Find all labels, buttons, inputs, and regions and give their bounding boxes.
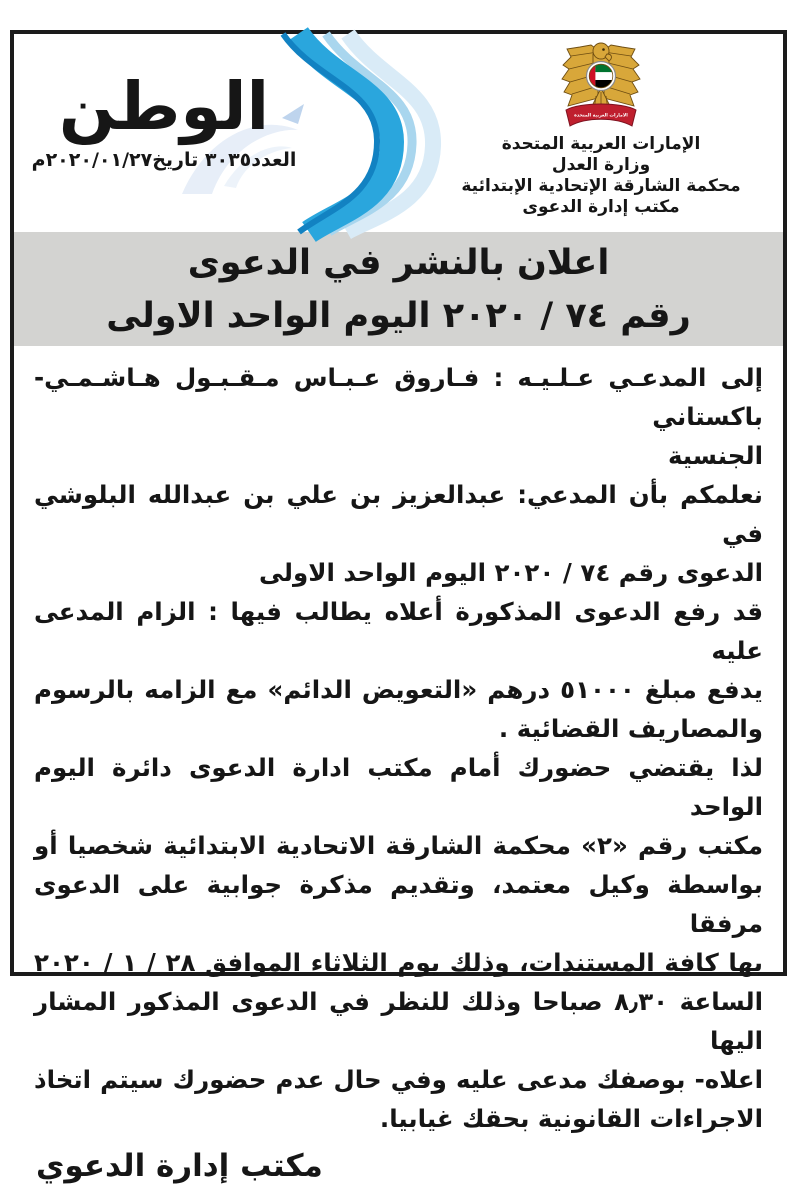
body-line: اعلاه- بوصفك مدعى عليه وفي حال عدم حضورك سيتم اتخاذ	[34, 1065, 763, 1094]
notice-frame	[10, 30, 787, 1184]
body-line: بواسطة وكيل معتمد، وتقديم مذكرة جوابية على الدعوى مرفقا	[34, 870, 763, 938]
body-line: مكتب رقم «٢» محكمة الشارقة الاتحادية الابتدائية شخصيا أو	[34, 831, 763, 860]
issue-date-line: العدد٣٠٣٥ تاريخ٢٠٢٠/٠١/٢٧م	[31, 149, 297, 172]
emblem-banner-text: الامارات العربية المتحدة	[574, 113, 628, 119]
notice-body	[14, 346, 783, 1138]
body-line: نعلمكم بأن المدعي: عبدالعزيز بن علي بن عبدالله البلوشي في	[34, 480, 763, 548]
body-line: لذا يقتضي حضورك أمام مكتب ادارة الدعوى دائرة اليوم الواحد	[34, 753, 763, 821]
header	[14, 34, 783, 232]
masthead	[28, 68, 300, 172]
case-number-title: رقم ٧٤ / ٢٠٢٠ اليوم الواحد الاولى	[106, 296, 691, 336]
body-line: الدعوى رقم ٧٤ / ٢٠٢٠ اليوم الواحد الاولى	[258, 558, 763, 587]
notice-title-band	[14, 232, 783, 346]
signature-office: مكتب إدارة الدعوي	[36, 1148, 323, 1184]
org-line-country: الإمارات العربية المتحدة	[501, 134, 701, 154]
body-line: الجنسية	[667, 441, 763, 470]
org-line-office: مكتب إدارة الدعوى	[522, 197, 680, 217]
body-line: يدفع مبلغ ٥١٠٠٠ درهم «التعويض الدائم» مع الزامه بالرسوم	[34, 675, 763, 704]
notice-title: اعلان بالنشر في الدعوى	[187, 243, 610, 283]
org-line-court: محكمة الشارقة الإتحادية الإبتدائية	[461, 176, 741, 196]
body-line: الاجراءات القانونية بحقك غيابيا.	[379, 1104, 763, 1133]
uae-emblem-icon	[558, 38, 644, 130]
court-header	[443, 36, 759, 218]
org-line-ministry: وزارة العدل	[551, 155, 651, 175]
body-line: والمصاريف القضائية .	[498, 714, 763, 743]
body-line: قد رفع الدعوى المذكورة أعلاه يطالب فيها : الزام المدعى عليه	[34, 597, 763, 665]
body-line: بها كافة المستندات، وذلك يوم الثلاثاء الموافق ٢٨ / ١ / ٢٠٢٠	[34, 948, 763, 977]
body-line: إلى المدعـي عـلـيـه : فـاروق عـبـاس مـقـبـول هـاشـمـي- باكستاني	[34, 363, 763, 431]
body-line: الساعة ٨٫٣٠ صباحا وذلك للنظر في الدعوى المذكور المشار اليها	[34, 987, 763, 1055]
newspaper-logo: الوطن	[58, 68, 270, 145]
